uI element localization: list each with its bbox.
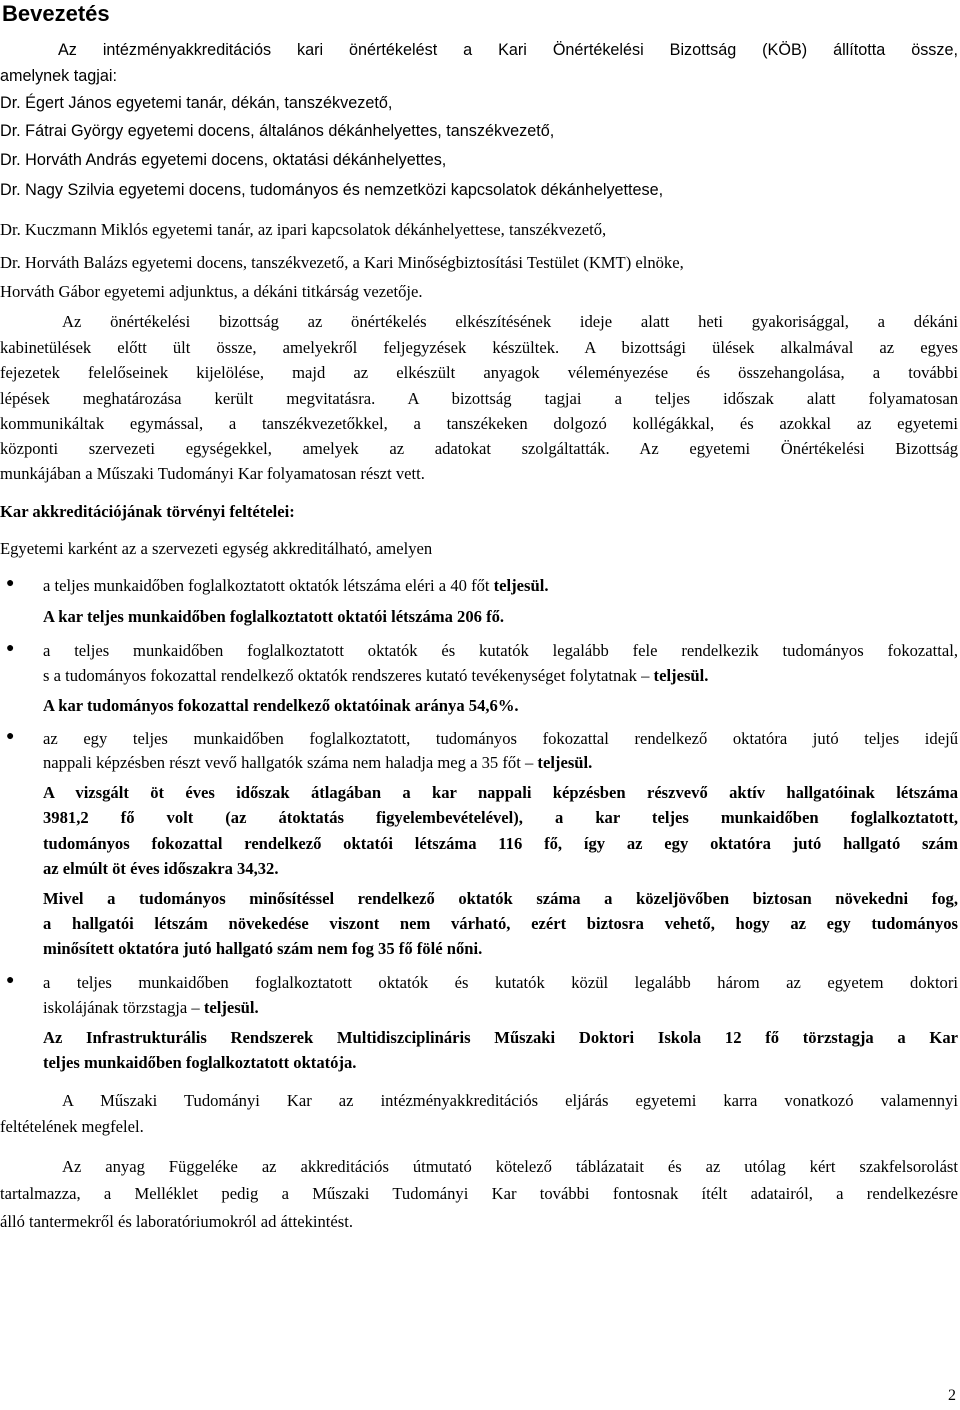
- paragraph-line: Az önértékelési bizottság az önértékelés elkészítésének ideje alatt heti gyakorisággal, a dékáni: [62, 312, 958, 331]
- paragraph-line: munkájában a Műszaki Tudományi Kar folyamatosan részt vett.: [0, 464, 425, 483]
- paragraph-line: kabinetülések előtt ült össze, amelyekről feljegyzések készültek. A bizottsági ülések alkalmával az egyes: [0, 338, 958, 357]
- paragraph-line: álló tantermekről és laboratóriumokról ad áttekintést.: [0, 1212, 353, 1231]
- status-label: teljesül.: [493, 576, 549, 595]
- member-item: Dr. Nagy Szilvia egyetemi docens, tudományos és nemzetközi kapcsolatok dékánhelyettese,: [0, 181, 664, 199]
- section-heading: Bevezetés: [2, 1, 110, 26]
- page-number: 2: [948, 1387, 956, 1404]
- bullet-text: az egy teljes munkaidőben foglalkoztatott, tudományos fokozattal rendelkező oktatóra jutó teljes idejű: [43, 729, 958, 748]
- bullet-note: A kar tudományos fokozattal rendelkező oktatóinak aránya 54,6%.: [43, 696, 519, 715]
- member-item: Dr. Fátrai György egyetemi docens, általános dékánhelyettes, tanszékvezető,: [0, 122, 555, 140]
- paragraph-line: feltételének megfelel.: [0, 1117, 144, 1136]
- bullet-note: 3981,2 fő volt (az átoktatás figyelembevételével), a kar teljes munkaidőben foglalkoztatott,: [43, 808, 958, 827]
- bullet-note: teljes munkaidőben foglalkoztatott oktatója.: [43, 1053, 357, 1072]
- bullet-text: iskolájának törzstagja – teljesül.: [43, 998, 259, 1017]
- bullet-note: A vizsgált öt éves időszak átlagában a kar nappali képzésben részvevő aktív hallgatóinak létszáma: [43, 783, 958, 802]
- bullet-note: Az Infrastrukturális Rendszerek Multidiszciplináris Műszaki Doktori Iskola 12 fő törzstagja a Kar: [43, 1028, 958, 1047]
- member-item: Dr. Égert János egyetemi tanár, dékán, tanszékvezető,: [0, 94, 393, 112]
- member-item: Dr. Horváth András egyetemi docens, oktatási dékánhelyettes,: [0, 151, 447, 169]
- paragraph-line: tartalmazza, a Melléklet pedig a Műszaki Tudományi Kar további fontosnak ítélt adatairól, a rendelkezésre: [0, 1184, 958, 1203]
- member-item: Dr. Kuczmann Miklós egyetemi tanár, az ipari kapcsolatok dékánhelyettese, tanszékvezető,: [0, 220, 607, 239]
- bullet-note: A kar teljes munkaidőben foglalkoztatott oktatói létszáma 206 fő.: [43, 607, 505, 626]
- paragraph-line: központi szervezeti egységekkel, amelyek az adatokat szolgáltatták. Az egyetemi Önértékelési Bizottság: [0, 439, 958, 458]
- bullet-icon: ●: [6, 576, 15, 591]
- status-label: teljesül.: [203, 998, 259, 1017]
- bullet-text: a teljes munkaidőben foglalkoztatott oktatók és kutatók közül legalább három az egyetem doktori: [43, 973, 958, 992]
- bullet-note: Mivel a tudományos minősítéssel rendelkező oktatók száma a közeljövőben biztosan növekedni fog,: [43, 889, 958, 908]
- bullet-icon: ●: [6, 973, 15, 988]
- paragraph-line: fejezetek felelőseinek kijelölése, majd az elkészült anyagok véleményezése és összehangolása, a további: [0, 363, 958, 382]
- member-item: Dr. Horváth Balázs egyetemi docens, tanszékvezető, a Kari Minőségbiztosítási Testület (KMT) elnöke,: [0, 253, 684, 272]
- paragraph-line: A Műszaki Tudományi Kar az intézményakkreditációs eljárás egyetemi karra vonatkozó valamennyi: [62, 1091, 958, 1110]
- conditions-title: Kar akkreditációjának törvényi feltételei:: [0, 502, 295, 521]
- intro-line: amelynek tagjai:: [0, 67, 117, 85]
- bullet-note: az elmúlt öt éves időszakra 34,32.: [43, 859, 279, 878]
- conditions-intro: Egyetemi karként az a szervezeti egység akkreditálható, amelyen: [0, 539, 433, 558]
- bullet-text: s a tudományos fokozattal rendelkező oktatók rendszeres kutató tevékenységet folytatnak – teljesül.: [43, 666, 709, 685]
- bullet-icon: ●: [6, 641, 15, 656]
- intro-line: Az intézményakkreditációs kari önértékelést a Kari Önértékelési Bizottság (KÖB) állította össze,: [58, 41, 958, 59]
- bullet-note: a hallgatói létszám növekedése viszont nem várható, ezért biztosra vehető, hogy az egy tudományos: [43, 914, 958, 933]
- paragraph-line: lépések meghatározása került megvitatásra. A bizottság tagjai a teljes időszak alatt folyamatosan: [0, 389, 958, 408]
- bullet-text: a teljes munkaidőben foglalkoztatott oktatók és kutatók legalább fele rendelkezik tudományos fokozattal,: [43, 641, 958, 660]
- bullet-icon: ●: [6, 729, 15, 744]
- paragraph-line: kommunikáltak egymással, a tanszékvezetőkkel, a tanszékeken dolgozó kollégákkal, és azokkal az egyetemi: [0, 414, 958, 433]
- bullet-note: minősített oktatóra jutó hallgató szám nem fog 35 fő fölé nőni.: [43, 939, 483, 958]
- status-label: teljesül.: [537, 753, 593, 772]
- status-label: teljesül.: [653, 666, 709, 685]
- bullet-text: a teljes munkaidőben foglalkoztatott oktatók létszáma eléri a 40 főt teljesül.: [43, 576, 549, 595]
- bullet-note: tudományos fokozattal rendelkező oktatói létszáma 116 fő, így az egy oktatóra jutó hallgató szám: [43, 834, 958, 853]
- bullet-text: nappali képzésben részt vevő hallgatók száma nem haladja meg a 35 főt – teljesül.: [43, 753, 593, 772]
- paragraph-line: Az anyag Függeléke az akkreditációs útmutató kötelező táblázatait és az utólag kért szakfelsorolást: [62, 1157, 958, 1176]
- member-item: Horváth Gábor egyetemi adjunktus, a dékáni titkárság vezetője.: [0, 282, 423, 301]
